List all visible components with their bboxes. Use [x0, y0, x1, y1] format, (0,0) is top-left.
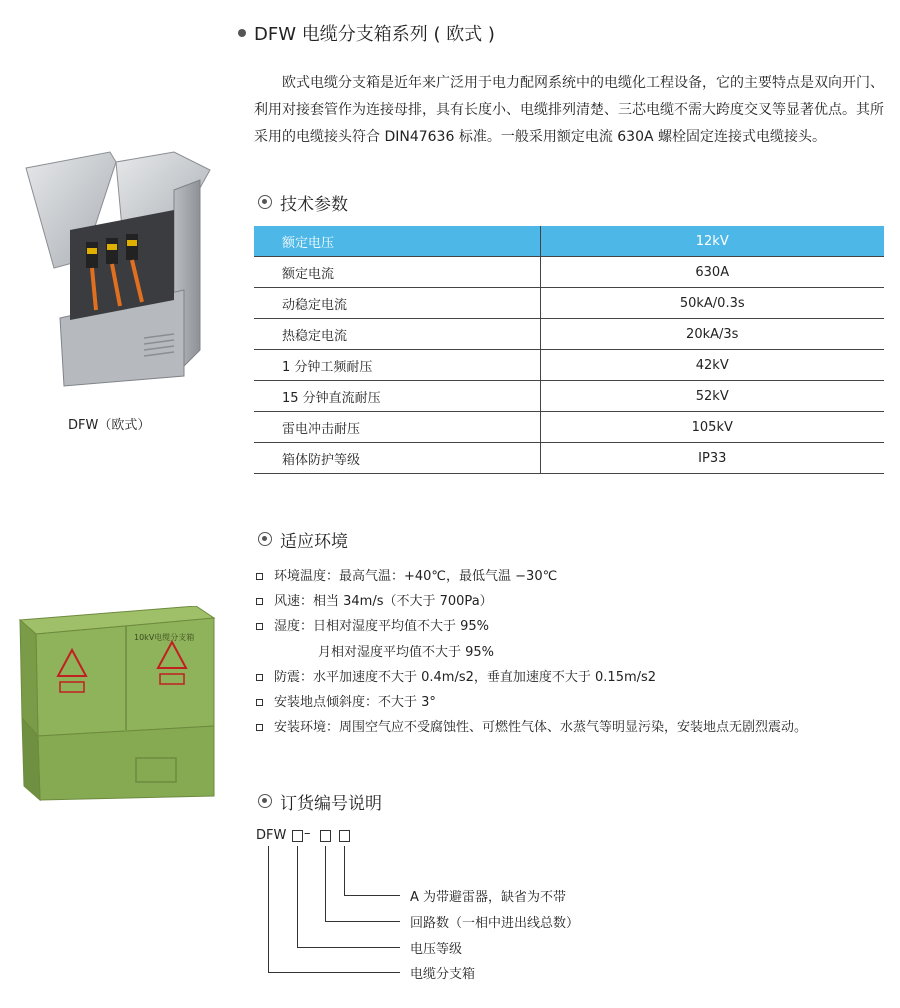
section-bullet-icon — [258, 195, 272, 209]
spec-value-cell: 20kA/3s — [540, 319, 884, 350]
connector-line — [325, 846, 326, 922]
connector-line — [325, 921, 400, 922]
spec-name-cell: 15 分钟直流耐压 — [254, 381, 540, 412]
env-item: 环境温度：最高气温：+40℃，最低气温 −30℃ — [256, 564, 807, 589]
code-box-arrester — [339, 830, 350, 842]
spec-row — [254, 319, 884, 350]
spec-value-cell: 52kV — [540, 381, 884, 412]
spec-row — [254, 288, 884, 319]
spec-row — [254, 257, 884, 288]
spec-value-cell: 630A — [540, 257, 884, 288]
order-code-prefix: DFW — [256, 828, 287, 843]
title-bullet-icon — [238, 29, 246, 37]
connector-line — [268, 846, 269, 973]
square-bullet-icon — [256, 573, 263, 580]
spec-name-cell: 动稳定电流 — [254, 288, 540, 319]
spec-name-cell: 额定电流 — [254, 257, 540, 288]
spec-value-cell: IP33 — [540, 443, 884, 474]
spec-name-cell: 热稳定电流 — [254, 319, 540, 350]
square-bullet-icon — [256, 724, 263, 731]
env-item: 安装地点倾斜度：不大于 3° — [256, 690, 807, 715]
connector-line — [297, 947, 400, 948]
code-box-circuits — [320, 830, 331, 842]
spec-row — [254, 226, 884, 257]
spec-value-cell: 105kV — [540, 412, 884, 443]
spec-name-cell: 额定电压 — [254, 226, 540, 257]
green-cabinet-image — [16, 606, 216, 802]
specs-title: 技术参数 — [280, 195, 348, 215]
order-label-circuits: 回路数（一相中进出线总数） — [410, 916, 580, 931]
spec-name-cell: 1 分钟工频耐压 — [254, 350, 540, 381]
spec-row — [254, 443, 884, 474]
square-bullet-icon — [256, 699, 263, 706]
order-label-arrester: A 为带避雷器，缺省为不带 — [410, 890, 567, 905]
environment-list — [256, 564, 807, 740]
intro-paragraph: 欧式电缆分支箱是近年来广泛用于电力配网系统中的电缆化工程设备，它的主要特点是双向开门、利用对接套管作为连接母排，具有长度小、电缆排列清楚、三芯电缆不需大跨度交叉等显著优点。其所采用的电缆接头符合 DIN47636 标准。一般采用额定电流 630A 螺栓固定连接式电缆接头。 — [254, 75, 884, 145]
connector-line — [297, 846, 298, 948]
env-item: 安装环境：周围空气应不受腐蚀性、可燃性气体、水蒸气等明显污染，安装地点无剧烈震动。 — [256, 715, 807, 740]
section-bullet-icon — [258, 532, 272, 546]
order-label-product: 电缆分支箱 — [410, 967, 476, 982]
spec-value-cell: 42kV — [540, 350, 884, 381]
spec-row — [254, 412, 884, 443]
spec-name-cell: 雷电冲击耐压 — [254, 412, 540, 443]
stainless-cabinet-image — [24, 150, 220, 390]
connector-line — [344, 895, 400, 896]
ordering-title: 订货编号说明 — [280, 794, 382, 814]
environment-title: 适应环境 — [280, 532, 348, 552]
product-caption: DFW（欧式） — [68, 418, 151, 433]
page-title: DFW 电缆分支箱系列 ( 欧式 ) — [254, 24, 495, 45]
env-item-continued: 月相对湿度平均值不大于 95% — [318, 644, 495, 660]
connector-line — [344, 846, 345, 896]
square-bullet-icon — [256, 598, 263, 605]
section-bullet-icon — [258, 794, 272, 808]
spec-row — [254, 381, 884, 412]
code-dash: – — [304, 826, 311, 841]
spec-name-cell: 箱体防护等级 — [254, 443, 540, 474]
env-item: 湿度：日相对湿度平均值不大于 95% — [256, 614, 807, 639]
spec-row — [254, 350, 884, 381]
square-bullet-icon — [256, 623, 263, 630]
green-box-label: 10kV电缆分支箱 — [134, 633, 195, 642]
env-item: 风速：相当 34m/s（不大于 700Pa） — [256, 589, 807, 614]
square-bullet-icon — [256, 674, 263, 681]
connector-line — [268, 972, 400, 973]
env-item: 防震：水平加速度不大于 0.4m/s2，垂直加速度不大于 0.15m/s2 — [256, 665, 807, 690]
spec-value-cell: 50kA/0.3s — [540, 288, 884, 319]
order-label-voltage: 电压等级 — [410, 942, 463, 957]
spec-value-cell: 12kV — [540, 226, 884, 257]
code-box-voltage — [292, 830, 303, 842]
spec-table — [254, 226, 884, 474]
